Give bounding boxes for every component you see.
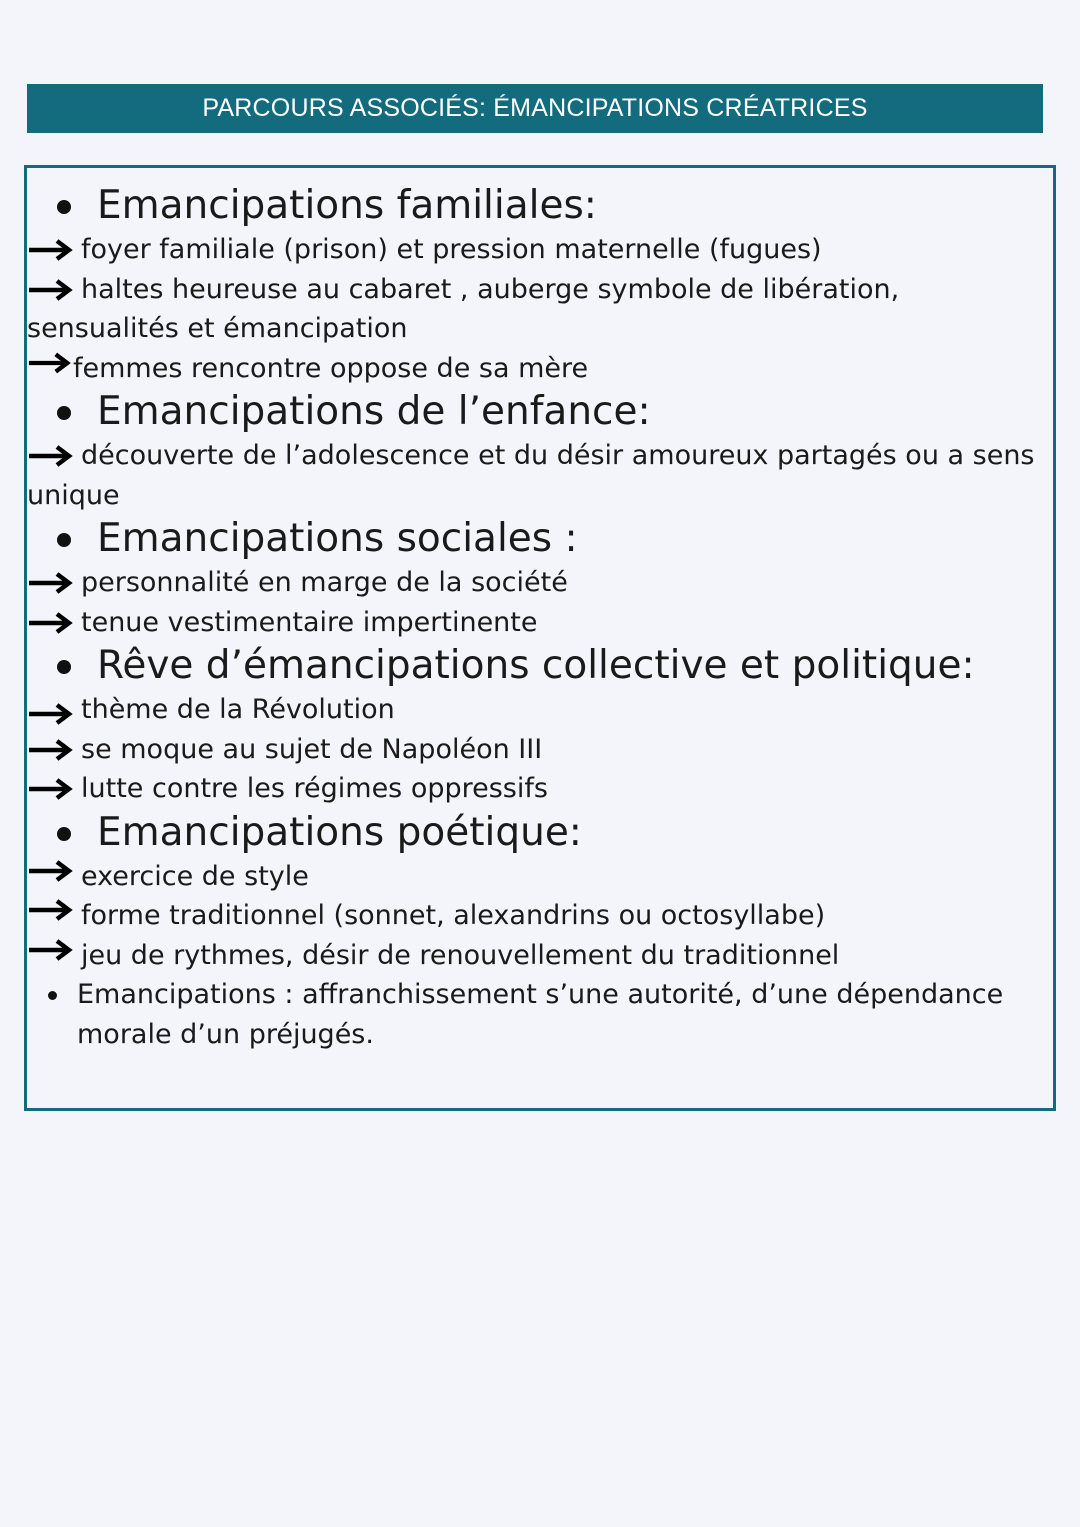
bullet-icon <box>48 991 57 1000</box>
notes-box <box>24 165 1056 1111</box>
list-item: personnalité en marge de la société <box>27 563 1053 603</box>
list-item: jeu de rythmes, désir de renouvellement du traditionnel <box>27 936 1053 976</box>
bullet-icon <box>57 660 71 674</box>
list-item: exercice de style <box>27 857 1053 897</box>
list-item: thème de la Révolution <box>27 690 1053 730</box>
banner-title: PARCOURS ASSOCIÉS: ÉMANCIPATIONS CRÉATRICES <box>202 94 868 122</box>
section-banner <box>27 84 1043 133</box>
section-heading: Emancipations de l’enfance: <box>27 388 1053 436</box>
list-item: haltes heureuse au cabaret , auberge symbole de libération, sensualités et émancipation <box>27 273 900 344</box>
bullet-icon <box>57 406 71 420</box>
list-item: forme traditionnel (sonnet, alexandrins ou octosyllabe) <box>27 896 1053 936</box>
arrow-right-icon <box>27 611 75 635</box>
bullet-icon <box>57 827 71 841</box>
arrow-right-icon <box>27 278 75 302</box>
definition-item: Emancipations : affranchissement s’une autorité, d’une dépendance morale d’un préjugés. <box>27 975 1053 1054</box>
arrow-right-icon <box>27 859 75 883</box>
arrow-right-icon <box>27 738 75 762</box>
list-item: tenue vestimentaire impertinente <box>27 603 1053 643</box>
arrow-right-icon <box>27 571 75 595</box>
arrow-right-icon <box>27 898 75 922</box>
arrow-right-icon <box>27 777 75 801</box>
bullet-icon <box>57 533 71 547</box>
arrow-right-icon <box>27 938 75 962</box>
notes-content <box>27 182 1053 1054</box>
list-item: se moque au sujet de Napoléon III <box>27 730 1053 770</box>
arrow-right-icon <box>27 351 73 375</box>
arrow-right-icon <box>27 444 75 468</box>
section-heading: Rêve d’émancipations collective et politique: <box>27 642 1053 690</box>
list-item: foyer familiale (prison) et pression maternelle (fugues) <box>27 230 1053 270</box>
list-item: lutte contre les régimes oppressifs <box>27 769 1053 809</box>
section-heading: Emancipations poétique: <box>27 809 1053 857</box>
list-item: femmes rencontre oppose de sa mère <box>27 349 1053 389</box>
bullet-icon <box>57 200 71 214</box>
list-item: découverte de l’adolescence et du désir amoureux partagés ou a sens unique <box>27 440 1035 511</box>
section-heading: Emancipations familiales: <box>27 182 1053 230</box>
section-heading: Emancipations sociales : <box>27 515 1053 563</box>
arrow-right-icon <box>27 238 75 262</box>
arrow-right-icon <box>27 702 75 726</box>
